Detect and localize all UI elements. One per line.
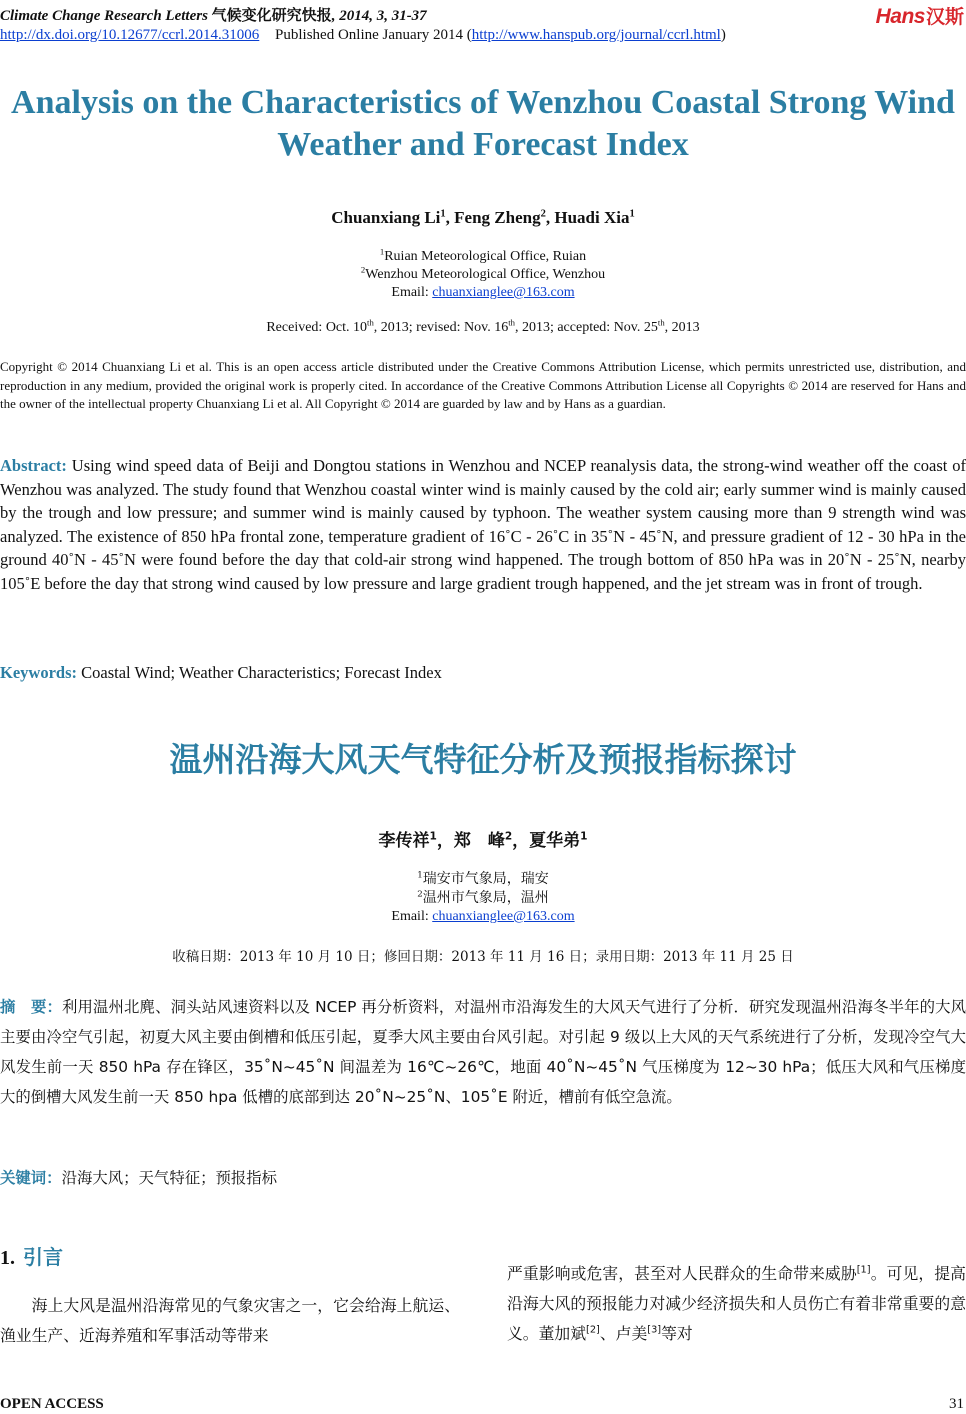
author-name-cn: 夏华弟 xyxy=(529,831,581,851)
abstract-label: Abstract: xyxy=(0,456,67,475)
email-en xyxy=(0,284,966,302)
copyright-notice: Copyright © 2014 Chuanxiang Li et al. This is an open access article distributed under the Creative Commons Attribution License, which permits unrestricted use, distribution, and reproduction in any medium, provided the original work is properly cited. In accordance of the Creative Commons Attribution License all Copyrights © 2014 are reserved for Hans and the owner of the intellectual property Chuanxiang Li et al. All Copyright © 2014 are guarded by law and by Hans as a guardian. xyxy=(0,359,966,411)
citation-ref[interactable]: [3] xyxy=(647,1324,662,1336)
received-dates-en xyxy=(0,317,966,336)
affil-sup: 2 xyxy=(360,264,366,275)
author-name-cn: 郑 峰 xyxy=(453,831,505,851)
journal-issue: , 2014, 3, 31-37 xyxy=(331,8,427,24)
author-sep: , xyxy=(545,208,555,227)
revised-sup: th xyxy=(508,317,515,328)
author-name: Feng Zheng xyxy=(454,208,541,227)
open-access-label: OPEN ACCESS xyxy=(0,1396,104,1412)
published-text: Published Online January 2014 ( xyxy=(275,27,472,43)
intro-text: 严重影响或危害，甚至对人民群众的生命带来威胁 xyxy=(507,1264,857,1283)
author-sup: 2 xyxy=(504,830,513,843)
author-name-cn: 李传祥 xyxy=(378,831,430,851)
page-header xyxy=(0,2,966,52)
citation-ref[interactable]: [2] xyxy=(586,1324,600,1336)
author-name: Huadi Xia xyxy=(554,208,630,227)
received-text: Received: Oct. 10 xyxy=(266,320,368,335)
page-number: 31 xyxy=(949,1396,964,1412)
author-sup: 1 xyxy=(580,830,588,843)
affiliation-cn-2 xyxy=(0,889,966,907)
intro-column-right xyxy=(507,1259,966,1349)
intro-text: 、卢美 xyxy=(599,1324,648,1343)
accepted-text: , 2013; accepted: Nov. 25 xyxy=(514,320,658,335)
intro-text: 等对 xyxy=(661,1324,693,1343)
author-sup: 1 xyxy=(429,830,437,843)
email-label: Email: xyxy=(391,909,433,924)
affil-text: 瑞安市气象局，瑞安 xyxy=(422,871,549,887)
affiliation-en-1 xyxy=(0,248,966,266)
author-sep: ， xyxy=(436,831,454,851)
abstract-en xyxy=(0,454,966,596)
affiliation-cn-1 xyxy=(0,870,966,888)
received-dates-cn: 收稿日期：2013 年 10 月 10 日；修回日期：2013 年 11 月 16 日；录用日期：2013 年 11 月 25 日 xyxy=(172,949,794,965)
email-cn xyxy=(0,908,966,926)
keywords-label-cn: 关键词： xyxy=(0,1169,62,1187)
email-label: Email: xyxy=(391,285,433,300)
keywords-text-cn: 沿海大风；天气特征；预报指标 xyxy=(61,1169,278,1187)
keywords-text: Coastal Wind; Weather Characteristics; Forecast Index xyxy=(77,663,442,682)
affil-sup: 1 xyxy=(417,870,423,881)
journal-name-cn: 气候变化研究快报 xyxy=(211,8,332,24)
keywords-cn xyxy=(0,1166,966,1188)
page-footer xyxy=(0,1396,966,1414)
author-sep: ， xyxy=(512,831,530,851)
section-number: 1. xyxy=(0,1247,15,1269)
abstract-label-cn: 摘 要： xyxy=(0,998,63,1016)
authors-en xyxy=(0,208,966,228)
abstract-cn xyxy=(0,992,966,1112)
close-paren: ) xyxy=(720,27,726,43)
received-sup: th xyxy=(367,317,374,328)
section-title: 引言 xyxy=(23,1245,63,1269)
section-heading-intro xyxy=(0,1241,63,1270)
hans-logo xyxy=(876,2,964,29)
journal-citation xyxy=(0,4,427,25)
author-sep: , xyxy=(445,208,455,227)
author-sup: 2 xyxy=(540,208,546,220)
abstract-text-cn: 利用温州北麂、洞头站风速资料以及 NCEP 再分析资料，对温州市沿海发生的大风天气进行了分析．研究发现温州沿海冬半年的大风主要由冷空气引起，初夏大风主要由倒槽和低压引起，夏季大风主要由台风引起。对引起 9 级以上大风的天气系统进行了分析，发现冷空气大风发生前一天 850 hPa 存在锋区，35˚N~45˚N 间温差为 16℃~26℃，地面 40˚N~45˚N 气压梯度为 12~30 hPa；低压大风和气压梯度大的倒槽大风发生前一天 850 hpa 低槽的底部到达 20˚N~25˚N、105˚E 附近，槽前有低空急流。 xyxy=(0,998,966,1106)
citation-ref[interactable]: [1] xyxy=(856,1264,871,1276)
paper-title-en: Analysis on the Characteristics of Wenzhou Coastal Strong Wind Weather and Forecast Index xyxy=(11,84,955,163)
accepted-sup: th xyxy=(657,317,665,328)
paper-title-cn: 温州沿海大风天气特征分析及预报指标探讨 xyxy=(169,740,797,779)
keywords-label: Keywords: xyxy=(0,663,77,682)
author-name: Chuanxiang Li xyxy=(331,208,441,227)
email-link[interactable]: chuanxianglee@163.com xyxy=(432,909,575,924)
author-sup: 1 xyxy=(440,208,446,220)
affil-text: Ruian Meteorological Office, Ruian xyxy=(384,249,587,264)
affil-sup: 1 xyxy=(379,246,385,257)
logo-text-en: Hans xyxy=(875,5,925,28)
affiliation-en-2 xyxy=(0,266,966,284)
affil-text: Wenzhou Meteorological Office, Wenzhou xyxy=(365,267,606,282)
journal-url-link[interactable]: http://www.hanspub.org/journal/ccrl.html xyxy=(471,27,721,43)
authors-cn xyxy=(0,826,966,851)
keywords-en xyxy=(0,663,966,683)
abstract-text: Using wind speed data of Beiji and Dongtou stations in Wenzhou and NCEP reanalysis data, the strong-wind weather off the coast of Wenzhou was analyzed. The study found that Wenzhou coastal winter wind is mainly caused by the cold air; early summer wind is mainly caused by the trough and low pressure; and summer wind is mainly caused by typhoon. The weather system causing more than 9 strength wind was analyzed. The existence of 850 hPa frontal zone, temperature gradient of 16˚C - 26˚C in 35˚N - 45˚N, and pressure gradient of 12 - 30 hPa in the ground 40˚N - 45˚N were found before the day that cold-air strong wind happened. The trough bottom of 850 hPa was in 20˚N - 25˚N, nearby 105˚E before the day that strong wind caused by low pressure and large gradient trough happened, and the jet stream was in front of trough. xyxy=(0,456,966,593)
intro-text: 。可见，提高沿海大风的预报能力对减少经济损失和人员伤亡有着非常重要的意义。董加斌 xyxy=(507,1264,966,1343)
doi-link[interactable]: http://dx.doi.org/10.12677/ccrl.2014.31006 xyxy=(0,27,260,43)
author-sup: 1 xyxy=(629,208,635,220)
intro-column-left: 海上大风是温州沿海常见的气象灾害之一，它会给海上航运、渔业生产、近海养殖和军事活动等带来 xyxy=(0,1296,460,1345)
logo-text-cn: 汉斯 xyxy=(925,7,964,28)
journal-name-en: Climate Change Research Letters xyxy=(0,8,208,24)
affil-text: 温州市气象局，温州 xyxy=(422,890,549,906)
affil-sup: 2 xyxy=(417,889,423,900)
accepted-year: , 2013 xyxy=(664,320,700,335)
email-link[interactable]: chuanxianglee@163.com xyxy=(432,285,575,300)
revised-text: , 2013; revised: Nov. 16 xyxy=(373,320,509,335)
doi-line xyxy=(0,27,726,44)
